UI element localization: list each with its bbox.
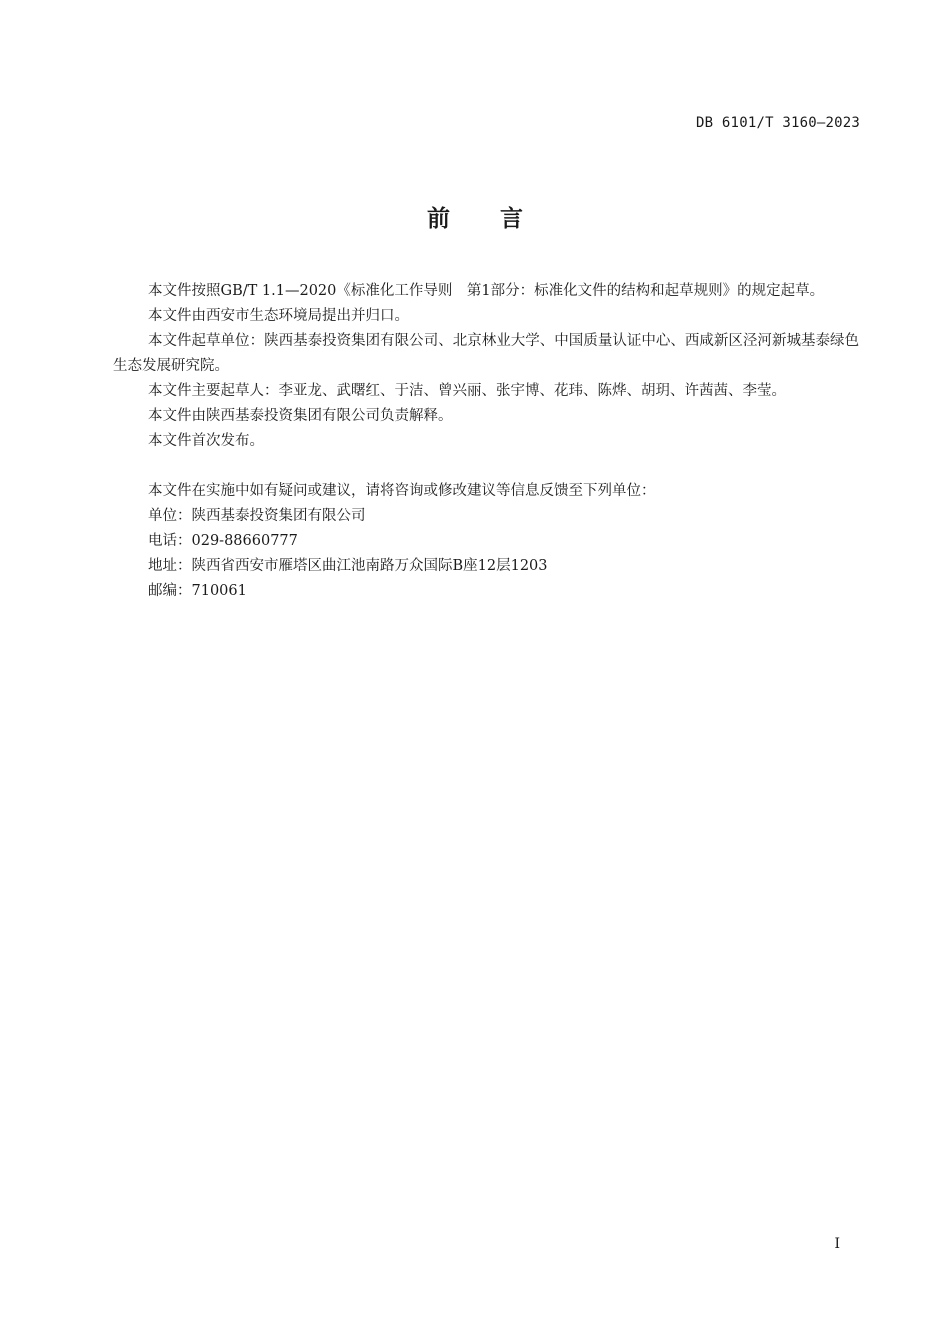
paragraph-drafters: 本文件主要起草人：李亚龙、武曙红、于洁、曾兴丽、张宇博、花玮、陈烨、胡玥、许茜茜、李莹。 [148,383,786,399]
contact-phone: 电话：029-88660777 [148,533,298,549]
page-number: I [834,1236,840,1252]
page-title: 前言 [427,206,573,232]
paragraph-proposer: 本文件由西安市生态环境局提出并归口。 [148,308,409,324]
spacer [113,454,859,479]
foreword-body [113,279,859,604]
contact-address: 地址：陕西省西安市雁塔区曲江池南路万众国际B座12层1203 [148,558,548,574]
document-code: DB 6101/T 3160—2023 [696,115,860,131]
paragraph-drafting-units: 本文件起草单位：陕西基泰投资集团有限公司、北京林业大学、中国质量认证中心、西咸新区泾河新城基泰绿色生态发展研究院。 [113,333,859,374]
paragraph-first-release: 本文件首次发布。 [148,433,264,449]
contact-unit: 单位：陕西基泰投资集团有限公司 [148,508,366,524]
contact-intro: 本文件在实施中如有疑问或建议，请将咨询或修改建议等信息反馈至下列单位： [148,483,656,499]
contact-postcode: 邮编：710061 [148,583,247,599]
paragraph-drafting-basis: 本文件按照GB/T 1.1—2020《标准化工作导则 第1部分：标准化文件的结构和起草规则》的规定起草。 [148,283,825,299]
paragraph-interpretation: 本文件由陕西基泰投资集团有限公司负责解释。 [148,408,453,424]
